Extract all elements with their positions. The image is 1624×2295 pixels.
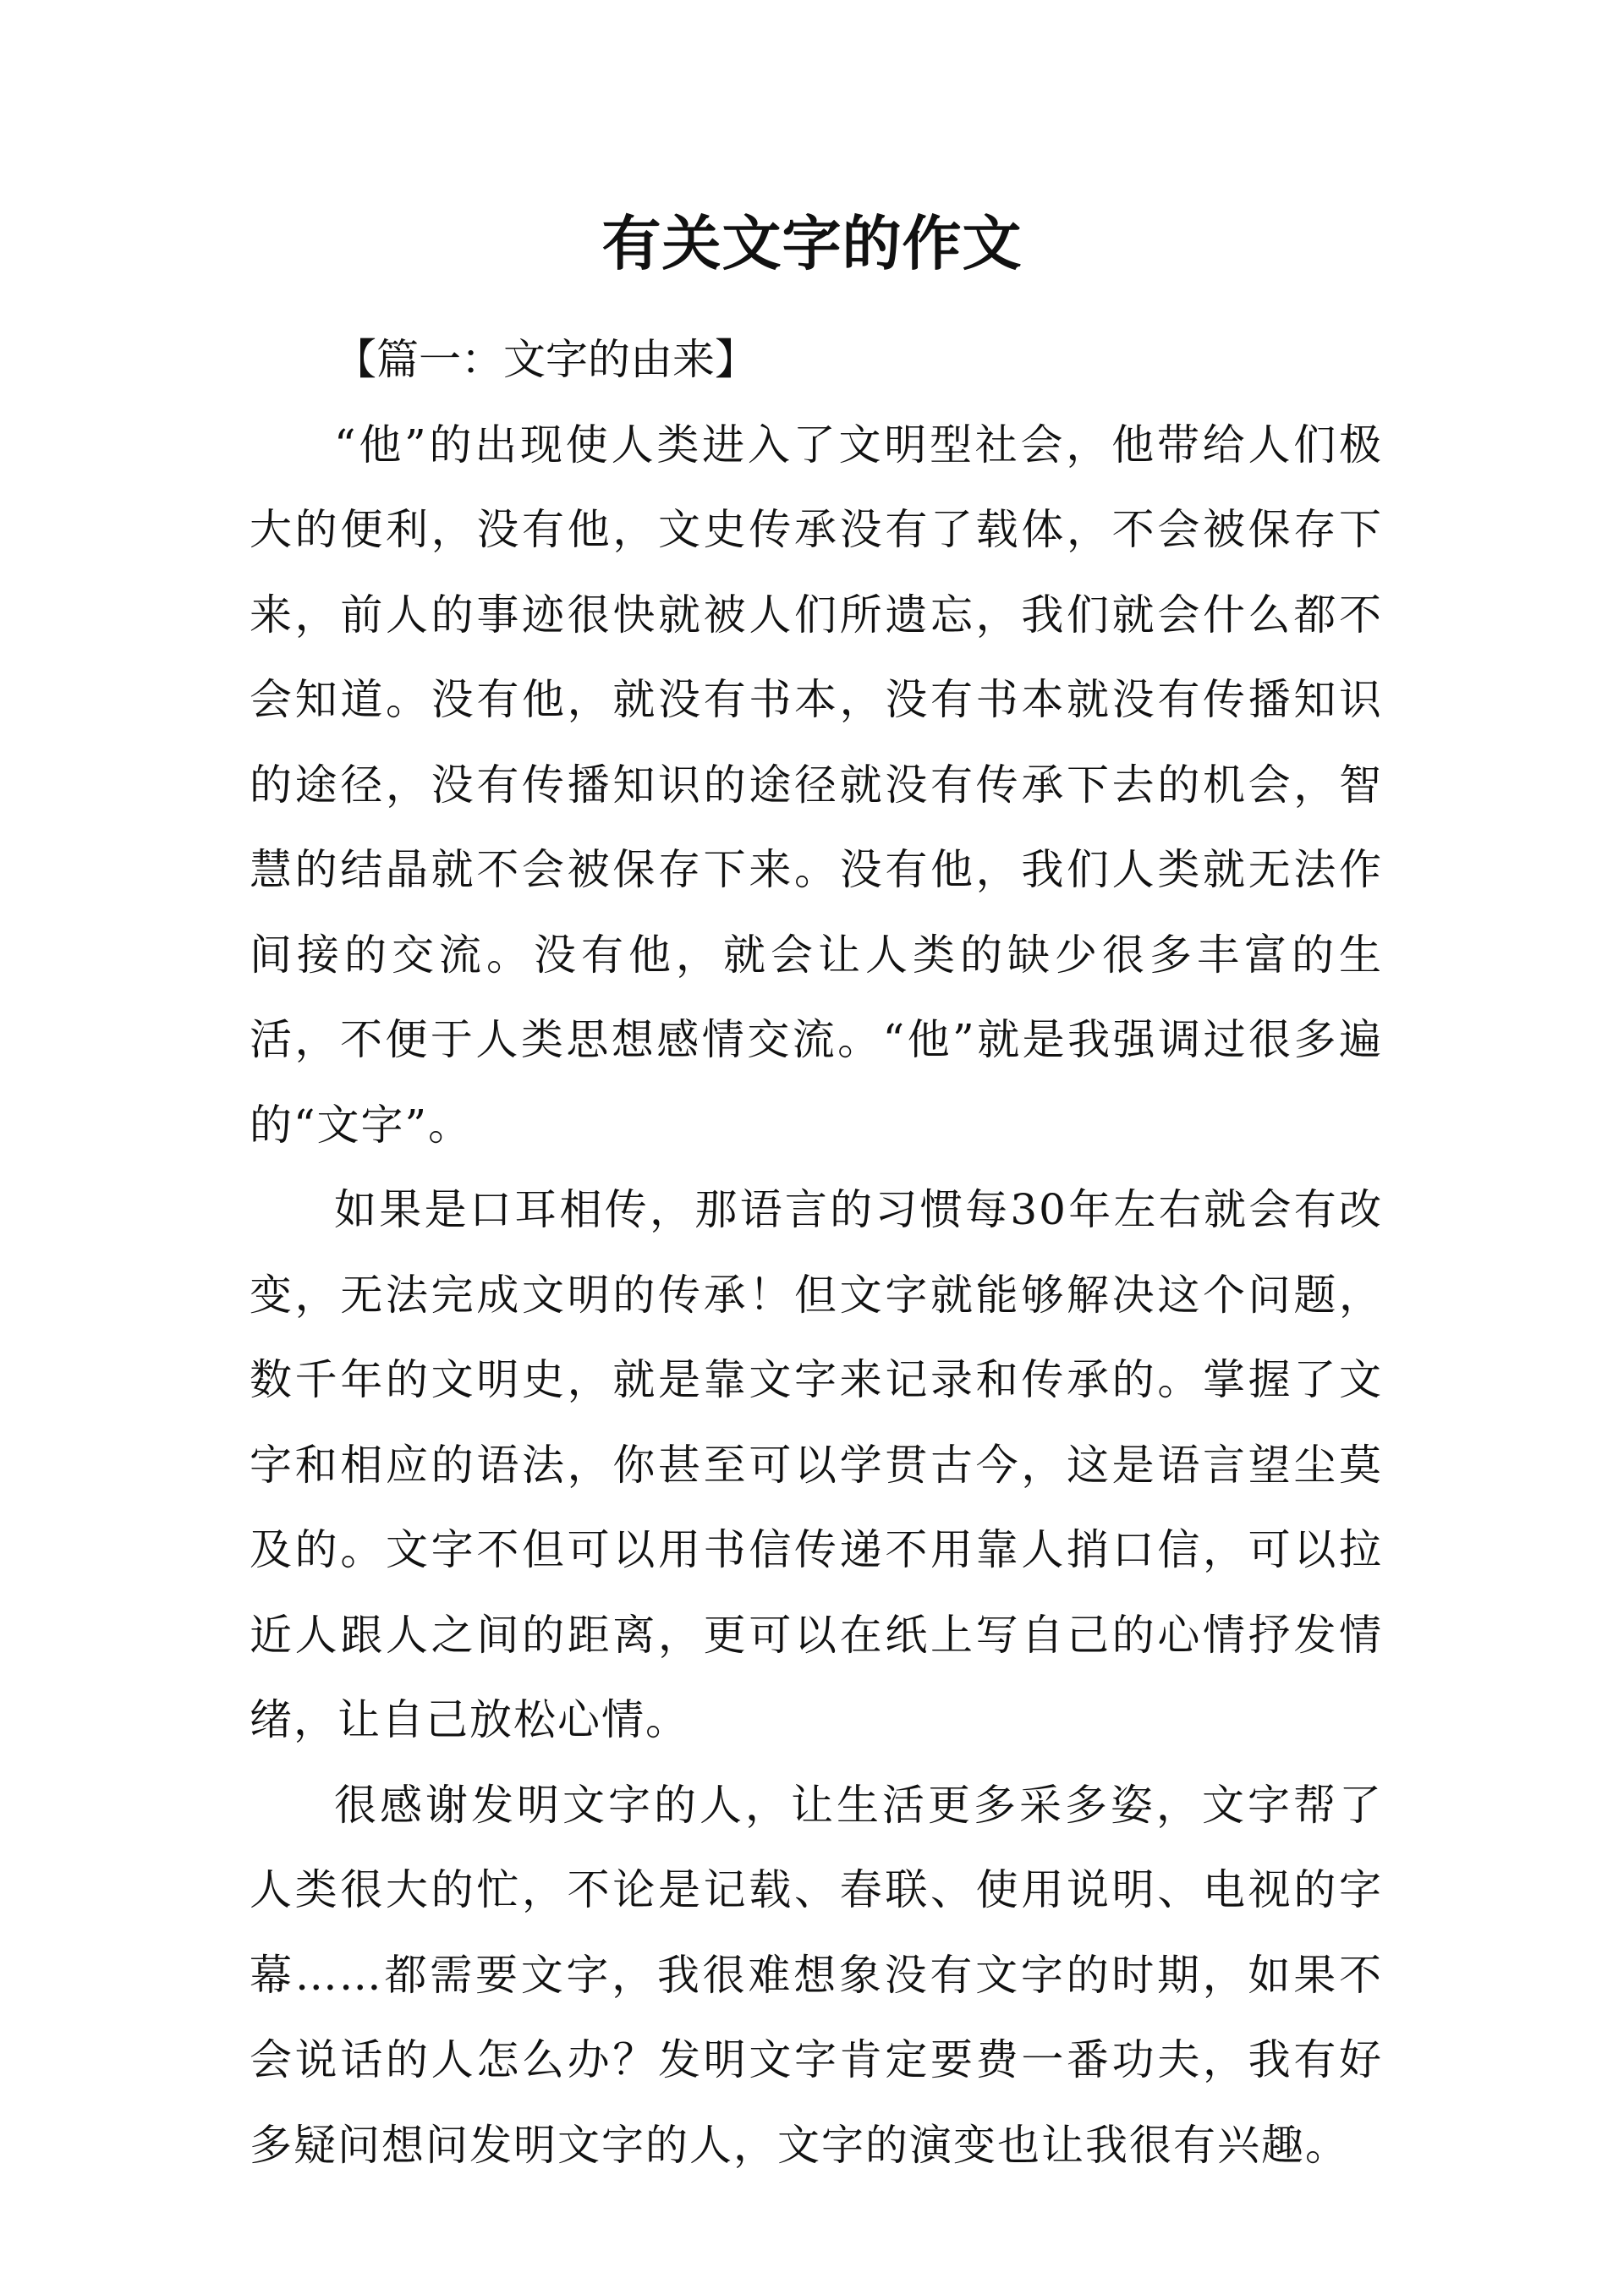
paragraph-1: “他”的出现使人类进入了文明型社会，他带给人们极大的便利，没有他，文史传承没有了载体，不会被保存下来，前人的事迹很快就被人们所遗忘，我们就会什么都不会知道。没有他，就没有书本，没有书本就没有传播知识的途径，没有传播知识的途径就没有传承下去的机会，智慧的结晶就不会被保存下来。没有他，我们人类就无法作间接的交流。没有他，就会让人类的缺少很多丰富的生活，不便于人类思想感情交流。“他”就是我强调过很多遍的“文字”。	[250, 420, 1383, 1150]
paragraph-2: 如果是口耳相传，那语言的习惯每30年左右就会有改变，无法完成文明的传承！但文字就能够解决这个问题，数千年的文明史，就是靠文字来记录和传承的。掌握了文字和相应的语法，你甚至可以学贯古今，这是语言望尘莫及的。文字不但可以用书信传递不用靠人捎口信，可以拉近人跟人之间的距离，更可以在纸上写自己的心情抒发情绪，让自己放松心情。	[250, 1185, 1383, 1744]
paragraph-3: 很感谢发明文字的人，让生活更多采多姿，文字帮了人类很大的忙，不论是记载、春联、使用说明、电视的字幕……都需要文字，我很难想象没有文字的时期，如果不会说话的人怎么办？发明文字肯定要费一番功夫，我有好多疑问想问发明文字的人，文字的演变也让我很有兴趣。	[250, 1780, 1383, 2170]
document-body	[250, 317, 1383, 2188]
section-heading: 【篇一：文字的由来】	[334, 335, 757, 384]
document-title: 有关文字的作文	[601, 209, 1023, 278]
